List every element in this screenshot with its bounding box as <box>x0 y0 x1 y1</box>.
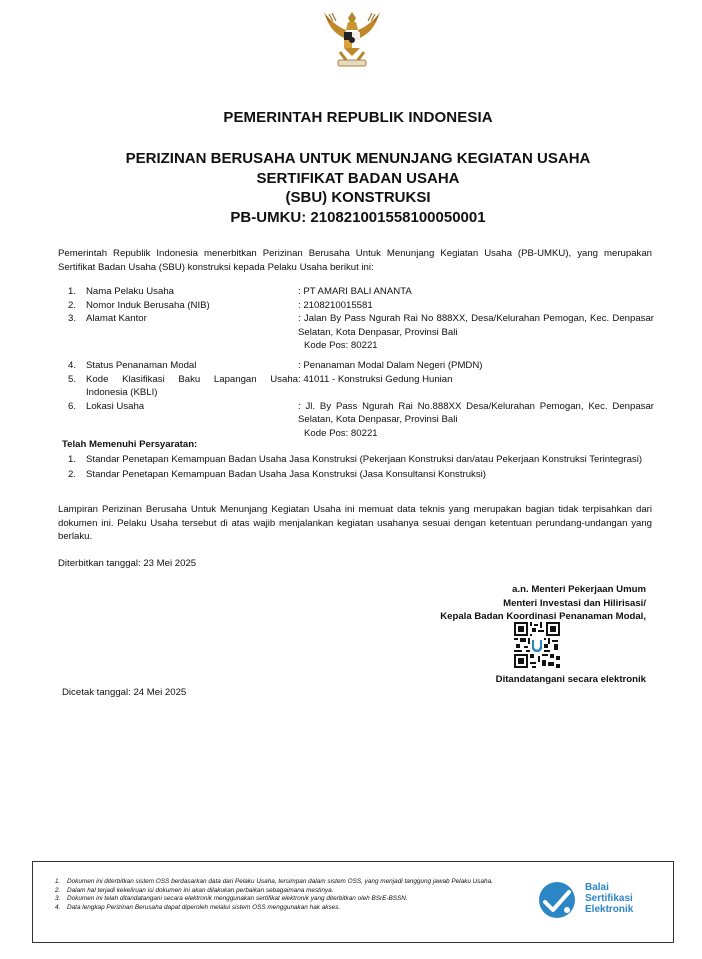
list-item <box>58 312 654 353</box>
requirements-list <box>58 453 654 481</box>
item-value <box>298 400 654 441</box>
item-number: 2. <box>68 468 77 480</box>
location-postal-code: Kode Pos: 80221 <box>304 427 378 439</box>
item-label: Kode Klasifikasi Baku Lapangan Usaha Indonesia (KBLI) <box>86 373 298 399</box>
item-number: 1. <box>68 286 77 297</box>
list-item <box>58 359 654 373</box>
signatory-line: Menteri Investasi dan Hilirisasi/ <box>503 598 646 609</box>
government-title: PEMERINTAH REPUBLIK INDONESIA <box>223 109 493 126</box>
title-line: PERIZINAN BERUSAHA UNTUK MENUNJANG KEGIATAN USAHA <box>125 150 591 167</box>
requirement-text: Standar Penetapan Kemampuan Badan Usaha Jasa Konstruksi (Jasa Konsultansi Konstruksi) <box>86 468 486 480</box>
item-number: 5. <box>68 373 77 385</box>
pb-umku-number: PB-UMKU: 210821001558100050001 <box>230 208 486 226</box>
office-address: : Jalan By Pass Ngurah Rai No 888XX, Desa/Kelurahan Pemogan, Kec. Denpasar Selatan, Kota Denpasar, Provinsi Bali <box>298 313 654 338</box>
garuda-emblem-icon <box>320 8 384 72</box>
item-value: : Penanaman Modal Dalam Negeri (PMDN) <box>298 359 483 371</box>
item-number: 6. <box>68 400 77 412</box>
footer-notes-box <box>32 861 674 943</box>
issued-date: Diterbitkan tanggal: 23 Mei 2025 <box>58 558 197 569</box>
note-number: 4. <box>55 903 61 911</box>
note-text: Data lengkap Perizinan Berusaha dapat diperoleh melalui sistem OSS menggunakan hak akses. <box>67 903 341 911</box>
item-number: 2. <box>68 299 77 311</box>
business-details-list <box>58 285 654 441</box>
item-label: Alamat Kantor <box>86 313 147 325</box>
list-item <box>58 373 654 400</box>
item-number: 3. <box>68 313 77 325</box>
note-text: Dalam hal terjadi kekeliruan isi dokumen ini akan dilakukan perbaikan sebagaimana mestinya. <box>67 886 334 894</box>
footer-note <box>55 895 535 904</box>
list-item <box>58 468 654 482</box>
title-line: (SBU) KONSTRUKSI <box>285 189 431 206</box>
certificate-title <box>0 149 702 227</box>
qr-code-icon <box>514 622 560 668</box>
item-value <box>298 312 654 353</box>
business-location: : Jl. By Pass Ngurah Rai No.888XX Desa/Kelurahan Pemogan, Kec. Denpasar Selatan, Kota Denpasar, Provinsi Bali <box>298 400 654 426</box>
note-text: Dokumen ini diterbitkan sistem OSS berdasarkan data dari Pelaku Usaha, tersimpan dalam sistem OSS, yang menjadi tanggung jawab Pelaku Usaha. <box>67 878 493 885</box>
item-value: : PT AMARI BALI ANANTA <box>298 286 412 297</box>
electronic-signature-note: Ditandatangani secara elektronik <box>495 674 646 685</box>
logo-text-line: Balai <box>585 882 609 893</box>
signatory-line: Kepala Badan Koordinasi Penanaman Modal, <box>440 611 646 622</box>
title-line: SERTIFIKAT BADAN USAHA <box>256 169 460 187</box>
note-number: 2. <box>55 886 61 894</box>
office-postal-code: Kode Pos: 80221 <box>304 340 378 352</box>
intro-paragraph: Pemerintah Republik Indonesia menerbitkan Perizinan Berusaha Untuk Menunjang Kegiatan Usaha (PB-UMKU), yang merupakan Sertifikat Badan Usaha (SBU) konstruksi kepada Pelaku Usaha berikut ini: <box>58 248 652 273</box>
logo-text-line: Sertifikasi <box>585 893 633 904</box>
item-label: Nama Pelaku Usaha <box>86 286 174 297</box>
signatory-line: a.n. Menteri Pekerjaan Umum <box>512 584 646 595</box>
list-item <box>58 453 654 467</box>
footer-notes <box>55 878 535 912</box>
footer-note <box>55 887 535 896</box>
list-item <box>58 299 654 313</box>
list-item <box>58 400 654 441</box>
printed-date: Dicetak tanggal: 24 Mei 2025 <box>62 687 187 698</box>
logo-text-line: Elektronik <box>585 904 634 915</box>
list-item <box>58 285 654 299</box>
item-value: : 41011 - Konstruksi Gedung Hunian <box>298 373 453 385</box>
requirements-title: Telah Memenuhi Persyaratan: <box>62 439 198 450</box>
note-number: 3. <box>55 895 61 903</box>
footer-note <box>55 878 535 887</box>
requirement-text: Standar Penetapan Kemampuan Badan Usaha Jasa Konstruksi (Pekerjaan Konstruksi dan/atau Pekerjaan Konstruksi Terintegrasi) <box>86 454 643 465</box>
item-number: 4. <box>68 359 77 371</box>
item-label: Status Penanaman Modal <box>86 359 197 371</box>
item-number: 1. <box>68 454 77 465</box>
note-number: 1. <box>55 878 61 885</box>
attachment-paragraph: Lampiran Perizinan Berusaha Untuk Menunjang Kegiatan Usaha ini memuat data teknis yang merupakan bagian tidak terpisahkan dari dokumen ini. Pelaku Usaha tersebut di atas wajib menjalankan kegiatan usahanya sesuai dengan ketentuan perundang-undangan yang berlaku. <box>58 504 652 543</box>
note-text: Dokumen ini telah ditandatangani secara elektronik menggunakan sertifikat elektronik yang diterbitkan oleh BSrE-BSSN. <box>67 895 408 903</box>
bsre-logo-icon <box>537 880 579 920</box>
bsre-logo <box>537 880 667 926</box>
item-label: Lokasi Usaha <box>86 400 145 412</box>
item-value: : 2108210015581 <box>298 299 373 311</box>
bsre-logo-text <box>585 882 633 915</box>
footer-note <box>55 904 535 913</box>
item-label: Nomor Induk Berusaha (NIB) <box>86 299 210 311</box>
